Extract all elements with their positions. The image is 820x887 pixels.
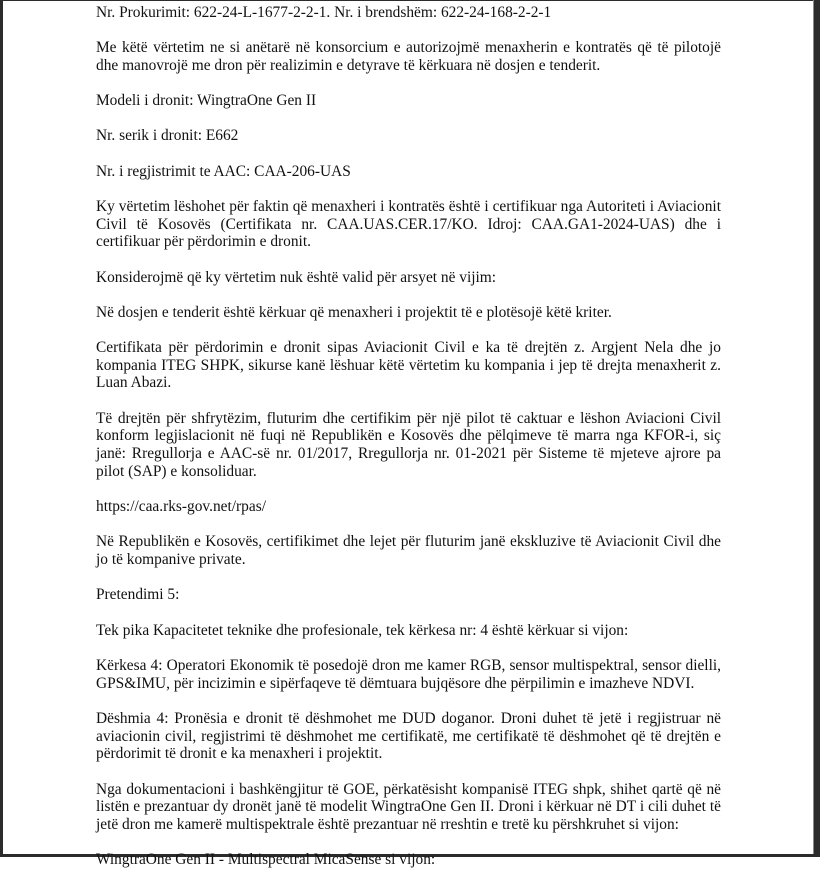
- window-frame-left: [0, 0, 3, 857]
- window-frame-top: [0, 0, 820, 1]
- legislation-paragraph: Të drejtën për shfrytëzim, fluturim dhe certifikim për një pilot të caktuar e lëshon Aviacioni Civil konform legjislacionit në fuqi në Republikën e Kosovës dhe pëlqimeve të marra nga KFOR-i, siç janë: Rregullorja e AAC-së nr. 01/2017, Rregullorja nr. 01-2021 për Sisteme të mjeteve ajrore pa pilot (SAP) e konsoliduar.: [96, 409, 721, 481]
- multispectral-drone-line: WingtraOne Gen II - Multispectral MicaSense si vijon:: [96, 851, 436, 869]
- procurement-number-line: Nr. Prokurimit: 622-24-L-1677-2-2-1. Nr. i brendshëm: 622-24-168-2-2-1: [96, 4, 552, 21]
- authorization-paragraph: Me këtë vërtetim ne si anëtarë në konsorcium e autorizojmë menaxherin e kontratës që të pilotojë dhe manovrojë me dron për realizimin e detyrave të kërkuara në dosjen e tenderit.: [96, 39, 721, 74]
- document-page: [96, 4, 721, 887]
- tender-requirement-paragraph: Në dosjen e tenderit është kërkuar që menaxheri i projektit të e plotësojë këtë kriter.: [96, 303, 612, 321]
- exclusivity-paragraph: Në Republikën e Kosovës, certifikimet dhe lejet për fluturim janë ekskluzive të Aviacionit Civil dhe jo të kompanive private.: [96, 533, 721, 569]
- certification-paragraph: Ky vërtetim lëshohet për faktin që menaxheri i kontratës është i certifikuar nga Autoriteti i Aviacionit Civil të Kosovës (Certifikata nr. CAA.UAS.CER.17/KO. Idroj: CAA.GA1-2024-UAS) dhe i certifikuar për përdorimin e dronit.: [96, 197, 721, 251]
- aac-registration-line: Nr. i regjistrimit te AAC: CAA-206-UAS: [96, 162, 351, 180]
- documentation-analysis-paragraph: Nga dokumentacioni i bashkëngjitur të GOE, përkatësisht kompanisë ITEG shpk, shihet qartë që në listën e prezantuar dy dronët janë të modelit WingtraOne Gen II. Droni i kërkuar në DT i cili duhet të jetë dron me kamerë multispektrale është prezantuar në rreshtin e tretë ku përshkruhet si vijon:: [96, 780, 721, 834]
- requirement-4-paragraph: Kërkesa 4: Operatori Ekonomik të posedojë dron me kamer RGB, sensor multispektral, sensor dielli, GPS&IMU, për incizimin e sipërfaqeve të dëmtuara bujqësore dhe përpilimin e imazheve NDVI.: [96, 656, 721, 692]
- caa-link[interactable]: https://caa.rks-gov.net/rpas/: [96, 498, 266, 516]
- drone-model-line: Modeli i dronit: WingtraOne Gen II: [96, 92, 317, 110]
- window-frame-right: [814, 0, 820, 857]
- claim-heading: Pretendimi 5:: [96, 586, 180, 604]
- certificate-holder-paragraph: Certifikata për përdorimin e dronit sipas Aviacionit Civil e ka të drejtën z. Argjent Nela dhe jo kompania ITEG SHPK, sikurse kanë lëshuar këtë vërtetim ku kompania i jep të drejta menaxherit z. Luan Abazi.: [96, 338, 721, 392]
- drone-serial-line: Nr. serik i dronit: E662: [96, 127, 239, 145]
- evidence-4-paragraph: Dëshmia 4: Pronësia e dronit të dëshmohet me DUD doganor. Droni duhet të jetë i regjistruar në aviacionin civil, regjistrimi të dëshmohet me certifikatë, me certifikatë të dëshmohet që të drejtën e përdorimit të dronit e ka menaxheri i projektit.: [96, 709, 721, 763]
- technical-capacity-paragraph: Tek pika Kapacitetet teknike dhe profesionale, tek kërkesa nr: 4 është kërkuar si vijon:: [96, 621, 629, 639]
- invalidity-intro-paragraph: Konsiderojmë që ky vërtetim nuk është valid për arsyet në vijim:: [96, 268, 497, 286]
